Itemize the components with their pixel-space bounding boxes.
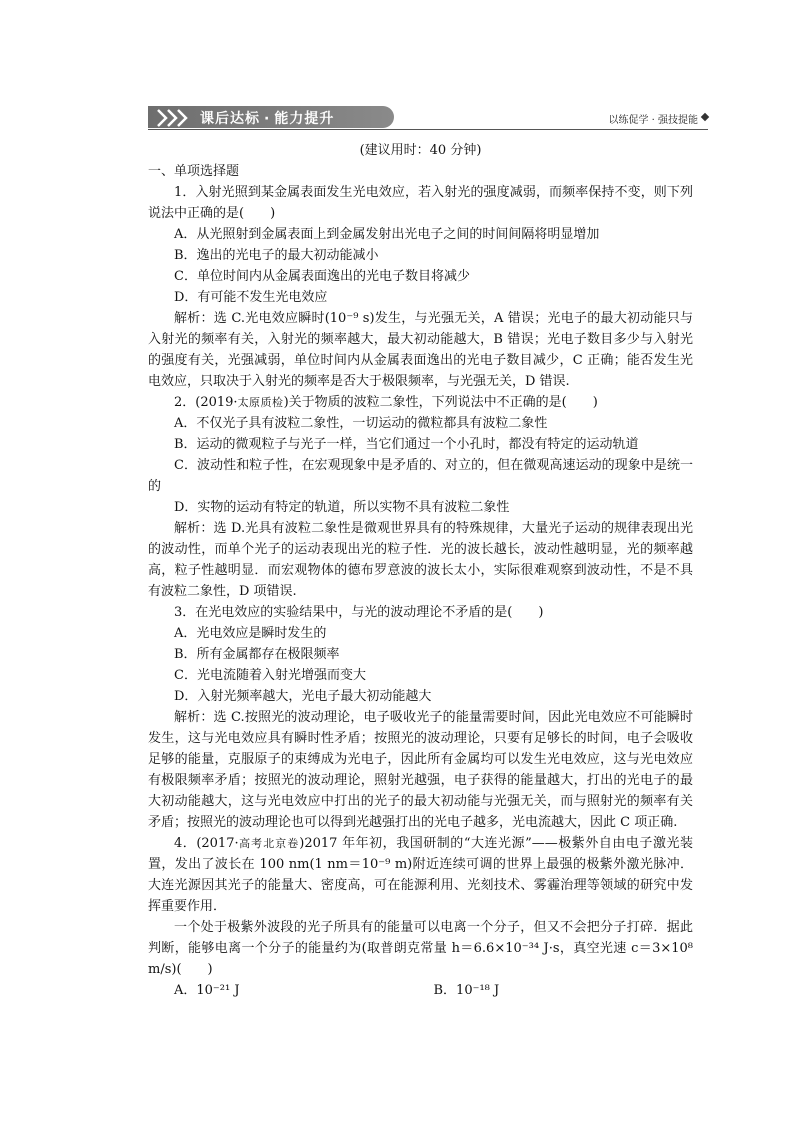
q1-option-c: C．单位时间内从金属表面逸出的光电子数目将减少 [174, 269, 470, 284]
q3-option-d: D．入射光频率越大，光电子最大初动能越大 [174, 689, 432, 704]
banner-title-left: 课后达标 [200, 111, 260, 127]
q2-option-a: A．不仅光子具有波粒二象性，一切运动的微粒都具有波粒二象性 [174, 416, 548, 431]
banner-title-right: 能力提升 [274, 111, 335, 127]
q2-option-d: D．实物的运动有特定的轨道，所以实物不具有波粒二象性 [174, 500, 510, 515]
banner-title [200, 108, 334, 128]
q2-source: 太原质检 [237, 396, 284, 409]
q4-stem [148, 833, 693, 917]
q3-option-c: C．光电流随着入射光增强而变大 [174, 668, 366, 683]
q2-stem-suffix: )关于物质的波粒二象性，下列说法中不正确的是( ) [283, 395, 598, 410]
q3-option-b: B．所有金属都存在极限频率 [174, 647, 340, 662]
q4-stem-prefix: 4．(2017· [174, 836, 239, 851]
banner-dot: · [264, 111, 271, 127]
q1-option-b: B．逸出的光电子的最大初动能减小 [174, 248, 379, 263]
q2-stem-prefix: 2．(2019· [174, 395, 238, 410]
header-rule [148, 129, 708, 130]
q4-option-a: A．10⁻²¹ J [174, 983, 240, 998]
diamond-icon [701, 113, 709, 121]
q1-stem: 1．入射光照到某金属表面发生光电效应，若入射光的强度减弱，而频率保持不变，则下列说法中正确的是( ) [148, 185, 693, 221]
q4-source: 高考北京卷 [238, 837, 300, 850]
q1-analysis: 解析：选 C.光电效应瞬时(10⁻⁹ s)发生，与光强无关，A 错误；光电子的最大初动能只与入射光的频率有关，入射光的频率越大，最大初动能越大，B 错误；光电子数目多少与入射光的强度有关，光强减弱，单位时间内从金属表面逸出的光电子数目减少，C 正确；能否发生光电效应，只取决于入射光的频率是否大于极限频率，与光强无关，D 错误. [148, 311, 693, 389]
chevron-arrows-icon [154, 108, 194, 128]
q4-options-row [148, 980, 693, 1001]
time-note: (建议用时：40 分钟) [359, 143, 482, 158]
q2-analysis: 解析：选 D.光具有波粒二象性是微观世界具有的特殊规律，大量光子运动的规律表现出光的波动性，而单个光子的运动表现出光的粒子性．光的波长越长，波动性越明显，光的频率越高，粒子性越明显．而宏观物体的德布罗意波的波长太小，实际很难观察到波动性，不是不具有波粒二象性，D 项错误. [148, 521, 693, 599]
q3-stem: 3．在光电效应的实验结果中，与光的波动理论不矛盾的是( ) [174, 605, 544, 620]
q2-option-b: B．运动的微观粒子与光子一样，当它们通过一个小孔时，都没有特定的运动轨道 [174, 437, 639, 452]
header-tagline: 以练促学 · 强技提能 [608, 115, 698, 126]
q3-analysis: 解析：选 C.按照光的波动理论，电子吸收光子的能量需要时间，因此光电效应不可能瞬时发生，这与光电效应具有瞬时性矛盾；按照光的波动理论，只要有足够长的时间，电子会吸收足够的能量，克服原子的束缚成为光电子，因此所有金属均可以发生光电效应，这与光电效应有极限频率矛盾；按照光的波动理论，照射光越强，电子获得的能量越大，打出的光电子的最大初动能越大，这与光电效应中打出的光子的最大初动能与光强无关，而与照射光的频率有关矛盾；按照光的波动理论也可以得到光越强打出的光电子越多，光电流越大，因此 C 项正确. [148, 710, 693, 830]
section-banner [148, 106, 394, 128]
section-title: 一、单项选择题 [148, 164, 240, 179]
document-body [148, 140, 693, 1001]
q1-option-a: A．从光照射到金属表面上到金属发射出光电子之间的时间间隔将明显增加 [174, 227, 600, 242]
q4-option-b: B．10⁻¹⁸ J [433, 983, 500, 998]
q1-option-d: D．有可能不发生光电效应 [174, 290, 328, 305]
page-header [148, 104, 708, 130]
q4-stem-suffix: )2017 年年初，我国研制的“大连光源”——极紫外自由电子激光装置，发出了波长在 100 nm(1 nm＝10⁻⁹ m)附近连续可调的世界上最强的极紫外激光脉冲．大连光源因其光子的能量大、密度高，可在能源利用、光刻技术、雾霾治理等领域的研究中发挥重要作用． [148, 836, 694, 914]
q3-option-a: A．光电效应是瞬时发生的 [174, 626, 327, 641]
q4-paragraph-2: 一个处于极紫外波段的光子所具有的能量可以电离一个分子，但又不会把分子打碎．据此判断，能够电离一个分子的能量约为(取普朗克常量 h＝6.6×10⁻³⁴ J·s，真空光速 c＝3×10⁸ m/s)( ) [148, 920, 693, 977]
q2-stem [148, 392, 693, 413]
q2-option-c: C．波动性和粒子性，在宏观现象中是矛盾的、对立的，但在微观高速运动的现象中是统一的 [148, 458, 693, 494]
